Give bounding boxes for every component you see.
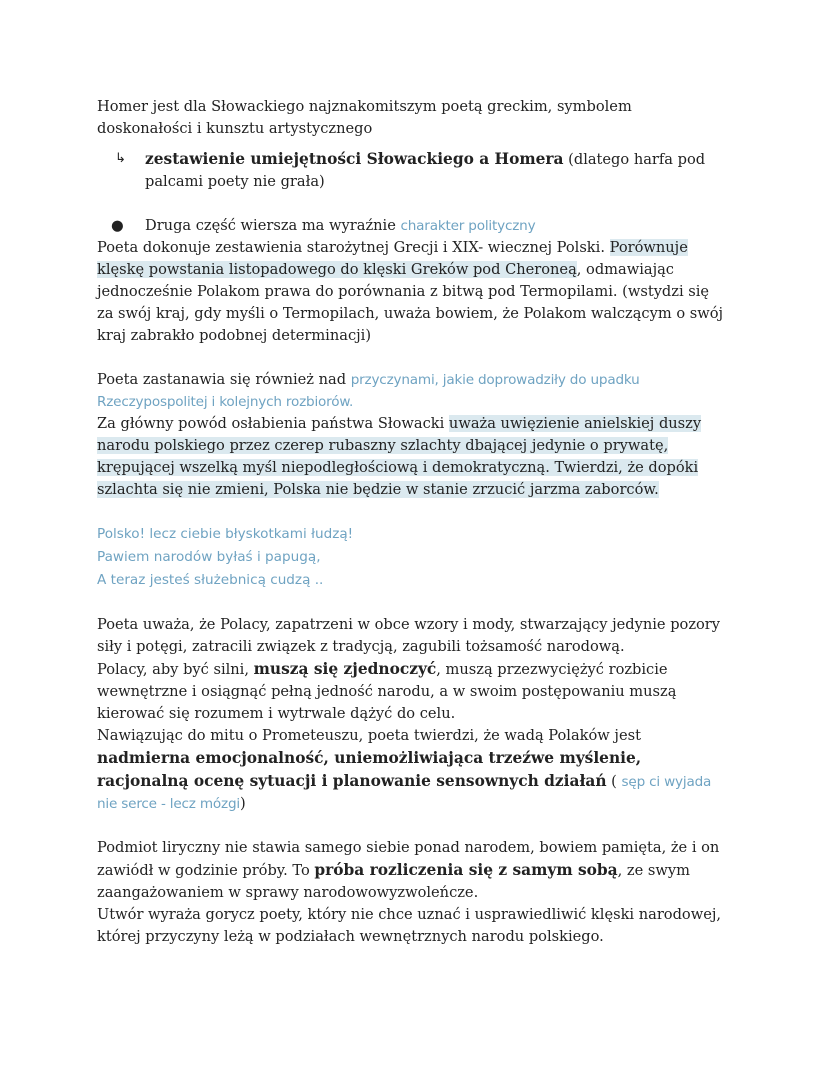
para5-after: , muszą przezwyciężyć rozbicie wewnętrzne i osiągnąć pełną jedność narodu, a w swoim postępowaniu muszą kierować się rozumem i wytrwale dążyć do celu. bbox=[97, 661, 677, 722]
para1-after: , odmawiając jednocześnie Polakom prawa do porównania z bitwą pod Termopilami. (wstydzi się za swój kraj, gdy myśli o Termopilach, uważa bowiem, że Polakom walczącym o swój kraj zabrakło podobnej determinacji) bbox=[97, 261, 724, 344]
paragraph-lyrical-subject bbox=[97, 837, 729, 904]
para3-highlight: uważa uwięzienie anielskiej duszy narodu polskiego przez czerep rubaszny szlachty dbającej jedynie o prywatę, krępującej wszelką myśl niepodległościową i demokratyczną. Twierdzi, że dopóki szlachta się nie zmieni, Polska nie będzie w stanie zrzucić jarzma zaborców. bbox=[97, 415, 702, 498]
poem-line-2: Pawiem narodów byłaś i papugą, bbox=[97, 549, 321, 565]
paragraph-prometheus bbox=[97, 725, 729, 815]
spacer bbox=[97, 815, 729, 837]
arrow-list-item bbox=[97, 148, 729, 193]
para3-before: Za główny powód osłabienia państwa Słowacki bbox=[97, 415, 449, 432]
paragraph-main-reason bbox=[97, 413, 729, 501]
paragraph-greece-poland bbox=[97, 237, 729, 347]
spacer bbox=[97, 347, 729, 369]
arrow-item-rest: (dlatego harfa pod palcami poety nie grała) bbox=[145, 151, 706, 190]
poem-line-3: A teraz jesteś służebnicą cudzą .. bbox=[97, 572, 324, 588]
paragraph-conclusion bbox=[97, 904, 729, 948]
spacer bbox=[97, 501, 729, 523]
intro-text: Homer jest dla Słowackiego najznakomitszym poetą greckim, symbolem doskonałości i kunsztu artystycznego bbox=[97, 98, 632, 137]
para7-bold: próba rozliczenia się z samym sobą bbox=[314, 861, 618, 879]
para8-text: Utwór wyraża gorycz poety, który nie chce uznać i usprawiedliwić klęski narodowej, której przyczyny leżą w podziałach wewnętrznych narodu polskiego. bbox=[97, 906, 722, 945]
spacer bbox=[97, 592, 729, 614]
arrow-item-bold: zestawienie umiejętności Słowackiego a Homera bbox=[145, 150, 564, 168]
para6-open: ( bbox=[606, 773, 622, 790]
poem-quote bbox=[97, 523, 729, 592]
para7-after: , ze swym zaangażowaniem w sprawy narodowowyzwoleńcze. bbox=[97, 862, 690, 901]
para5-before: Polacy, aby być silni, bbox=[97, 661, 254, 678]
paragraph-unite bbox=[97, 658, 729, 725]
bullet-item-text: Druga część wiersza ma wyraźnie bbox=[145, 217, 401, 234]
spacer bbox=[97, 193, 729, 215]
intro-paragraph bbox=[97, 96, 729, 140]
poem-line-1: Polsko! lecz ciebie błyskotkami łudzą! bbox=[97, 526, 354, 542]
bullet-list-item bbox=[97, 215, 729, 237]
para7-before: Podmiot liryczny nie stawia samego siebie ponad narodem, bowiem pamięta, że i on zawiódł w godzinie próby. To bbox=[97, 839, 720, 879]
para6-before: Nawiązując do mitu o Prometeuszu, poeta twierdzi, że wadą Polaków jest bbox=[97, 727, 641, 744]
document-page bbox=[97, 96, 729, 948]
para2-blue: przyczynami, jakie doprowadziły do upadku Rzeczypospolitej i kolejnych rozbiorów. bbox=[97, 372, 640, 410]
para2-before: Poeta zastanawia się również nad bbox=[97, 371, 351, 388]
paragraph-foreign-models bbox=[97, 614, 729, 658]
bullet-icon: ● bbox=[111, 217, 124, 234]
para4-text: Poeta uważa, że Polacy, zapatrzeni w obce wzory i mody, stwarzający jedynie pozory siły i potęgi, zatracili związek z tradycją, zagubili tożsamość narodową. bbox=[97, 616, 721, 655]
paragraph-causes bbox=[97, 369, 729, 413]
bullet-item-highlight: charakter polityczny bbox=[400, 218, 536, 234]
para6-close: ) bbox=[239, 795, 246, 812]
para1-before: Poeta dokonuje zestawienia starożytnej Grecji i XIX- wiecznej Polski. bbox=[97, 239, 610, 256]
return-arrow-icon: ↳ bbox=[115, 151, 126, 166]
para1-highlight: Porównuje klęskę powstania listopadowego do klęski Greków pod Cheroneą bbox=[97, 239, 688, 278]
para6-blue: sęp ci wyjada nie serce - lecz mózgi bbox=[97, 774, 712, 812]
para6-bold: nadmierna emocjonalność, uniemożliwiająca trzeźwe myślenie, racjonalną ocenę sytuacji i planowanie sensownych działań bbox=[97, 749, 642, 790]
para5-bold: muszą się zjednoczyć bbox=[253, 660, 437, 678]
